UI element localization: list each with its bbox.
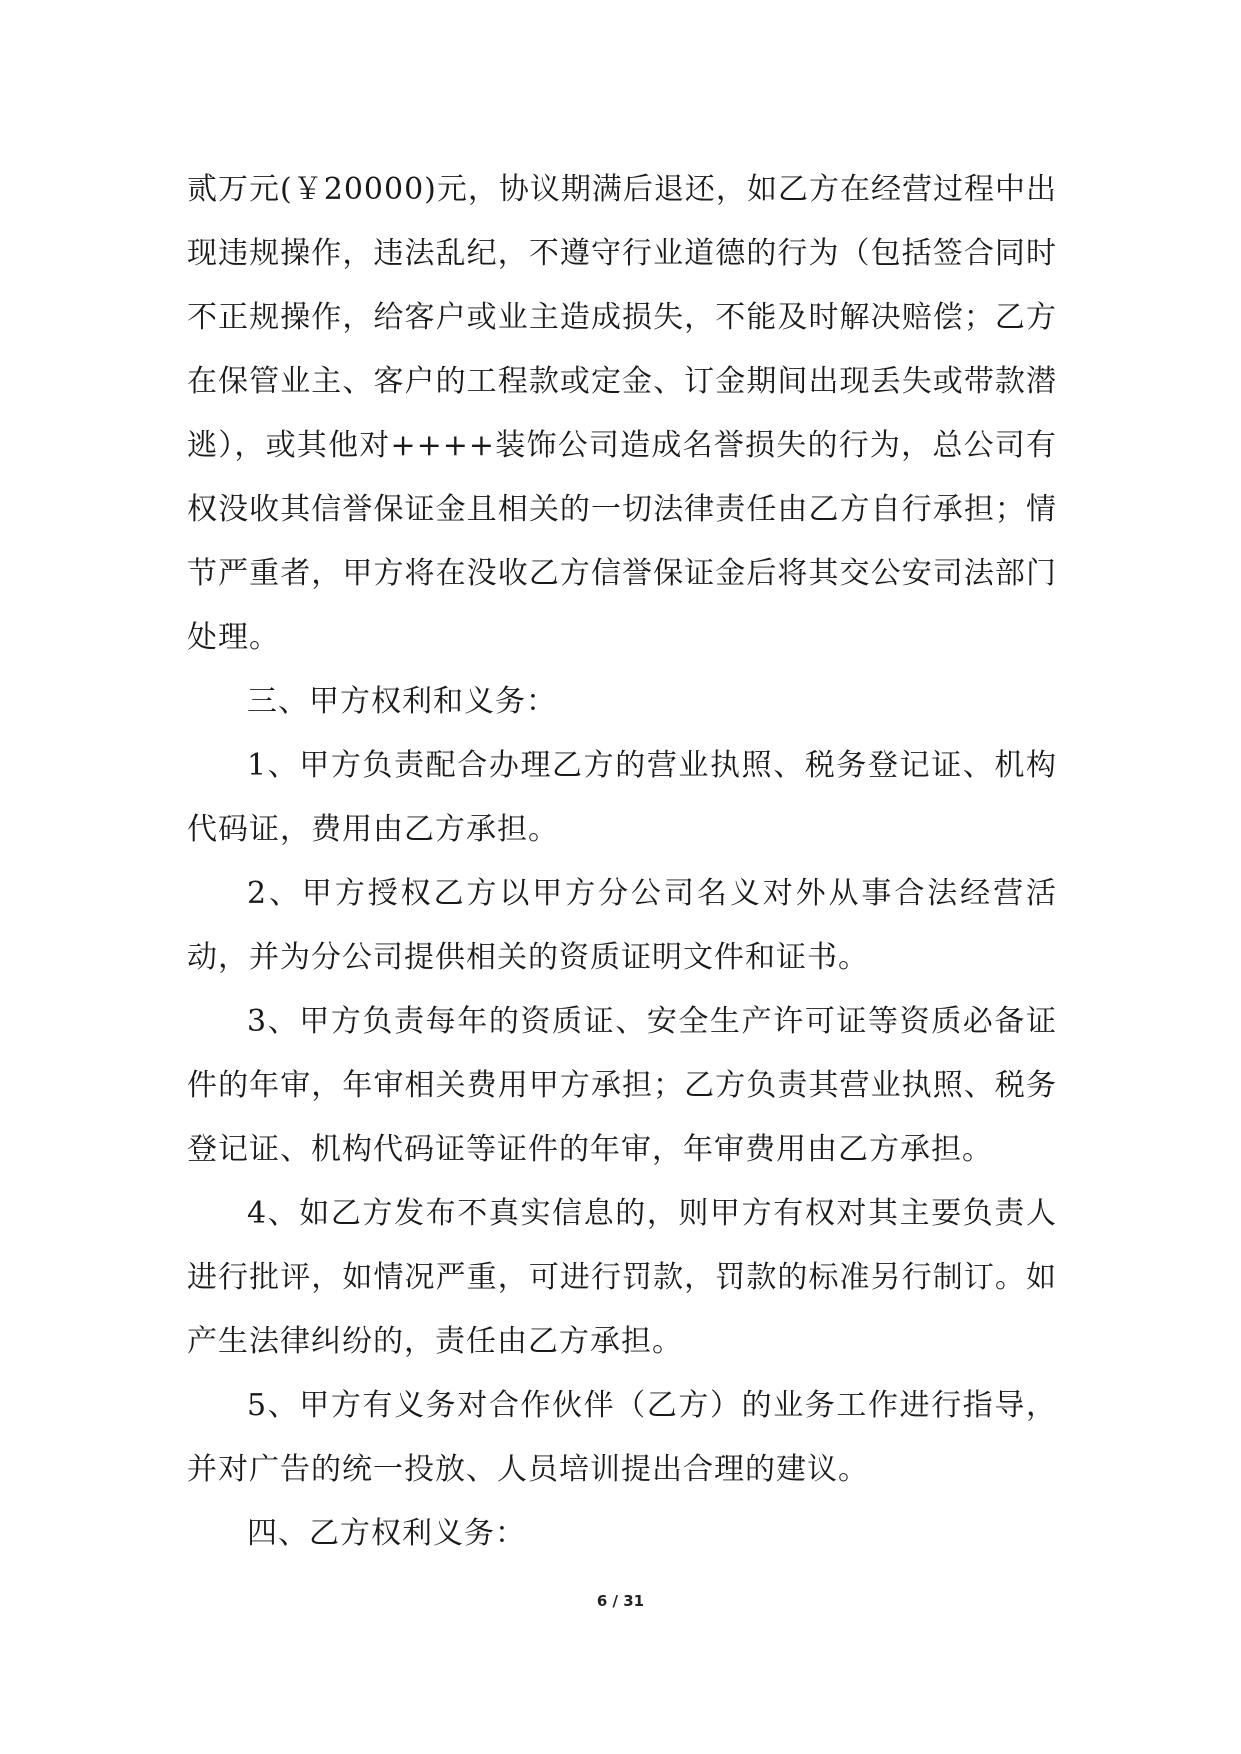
clause-party-a-1: 1、甲方负责配合办理乙方的营业执照、税务登记证、机构代码证，费用由乙方承担。 bbox=[187, 748, 1057, 847]
clause-party-a-5: 5、甲方有义务对合作伙伴（乙方）的业务工作进行指导，并对广告的统一投放、人员培训提出合理的建议。 bbox=[187, 1388, 1057, 1487]
paragraph-deposit-clause: 贰万元(￥20000)元，协议期满后退还，如乙方在经营过程中出现违规操作，违法乱纪，不遵守行业道德的行为（包括签合同时不正规操作，给客户或业主造成损失，不能及时解决赔偿；乙方在保管业主、客户的工程款或定金、订金期间出现丢失或带款潜逃），或其他对++++装饰公司造成名誉损失的行为，总公司有权没收其信誉保证金且相关的一切法律责任由乙方自行承担；情节严重者，甲方将在没收乙方信誉保证金后将其交公安司法部门处理。 bbox=[187, 172, 1057, 655]
section-heading-party-b-rights: 四、乙方权利义务： bbox=[247, 1516, 526, 1551]
document-body bbox=[187, 158, 1057, 1566]
page-number: 6 / 31 bbox=[596, 1592, 645, 1610]
section-heading-party-a-rights: 三、甲方权利和义务： bbox=[247, 684, 557, 719]
clause-party-a-2: 2、甲方授权乙方以甲方分公司名义对外从事合法经营活动，并为分公司提供相关的资质证明文件和证书。 bbox=[187, 876, 1057, 975]
clause-party-a-3: 3、甲方负责每年的资质证、安全生产许可证等资质必备证件的年审，年审相关费用甲方承担；乙方负责其营业执照、税务登记证、机构代码证等证件的年审，年审费用由乙方承担。 bbox=[187, 1004, 1057, 1167]
clause-party-a-4: 4、如乙方发布不真实信息的，则甲方有权对其主要负责人进行批评，如情况严重，可进行罚款，罚款的标准另行制订。如产生法律纠纷的，责任由乙方承担。 bbox=[187, 1196, 1057, 1359]
